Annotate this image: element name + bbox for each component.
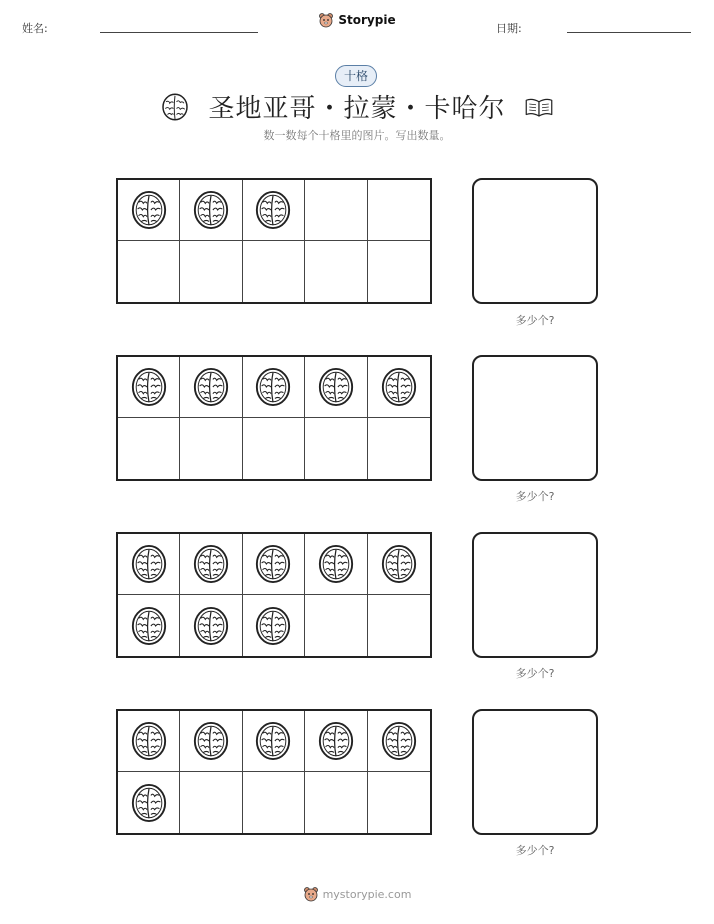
ten-frame-3 xyxy=(116,532,432,658)
frame-cell xyxy=(305,180,367,241)
frame-cell xyxy=(243,180,305,241)
frame-cell xyxy=(305,357,367,418)
frame-cell xyxy=(180,180,242,241)
brain-icon xyxy=(192,366,230,408)
brand-logo xyxy=(0,12,714,28)
frame-cell xyxy=(305,595,367,656)
brain-icon xyxy=(254,605,292,647)
question-label-1: 多少个? xyxy=(515,314,555,327)
open-book-icon xyxy=(524,95,554,119)
topic-badge: 十格 xyxy=(335,65,377,87)
brain-icon xyxy=(317,543,355,585)
frame-cell xyxy=(180,534,242,595)
brain-icon xyxy=(380,366,418,408)
frame-cell xyxy=(118,418,180,479)
frame-cell xyxy=(243,357,305,418)
frame-cell xyxy=(180,772,242,833)
brain-icon xyxy=(317,720,355,762)
frame-cell xyxy=(180,595,242,656)
ten-frame-4 xyxy=(116,709,432,835)
frame-cell xyxy=(368,241,430,302)
frame-cell xyxy=(368,534,430,595)
frame-cell xyxy=(243,595,305,656)
brain-icon xyxy=(160,92,190,122)
brain-icon xyxy=(380,720,418,762)
question-label-3: 多少个? xyxy=(515,667,555,680)
frame-cell xyxy=(368,711,430,772)
brain-icon xyxy=(130,782,168,824)
answer-box-3[interactable] xyxy=(472,532,598,658)
brain-icon xyxy=(130,720,168,762)
brain-icon xyxy=(130,543,168,585)
frame-cell xyxy=(180,241,242,302)
storypie-mascot-icon xyxy=(303,886,319,902)
answer-box-2[interactable] xyxy=(472,355,598,481)
frame-cell xyxy=(243,711,305,772)
frame-cell xyxy=(118,357,180,418)
frame-cell xyxy=(243,241,305,302)
brand-name: Storypie xyxy=(338,13,396,27)
footer-url: mystorypie.com xyxy=(322,887,412,901)
ten-frame-1 xyxy=(116,178,432,304)
frame-cell xyxy=(118,180,180,241)
instructions: 数一数每个十格里的图片。写出数量。 xyxy=(263,129,451,142)
frame-cell xyxy=(368,772,430,833)
frame-cell xyxy=(368,595,430,656)
frame-cell xyxy=(305,711,367,772)
brain-icon xyxy=(192,605,230,647)
frame-cell xyxy=(305,772,367,833)
frame-cell xyxy=(118,241,180,302)
frame-cell xyxy=(243,534,305,595)
brain-icon xyxy=(254,720,292,762)
date-label: 日期: xyxy=(496,22,522,35)
brain-icon xyxy=(254,366,292,408)
brain-icon xyxy=(192,543,230,585)
frame-cell xyxy=(118,772,180,833)
frame-cell xyxy=(368,357,430,418)
frame-cell xyxy=(118,711,180,772)
ten-frame-2 xyxy=(116,355,432,481)
frame-cell xyxy=(368,180,430,241)
frame-cell xyxy=(243,772,305,833)
brain-icon xyxy=(130,189,168,231)
question-label-4: 多少个? xyxy=(515,844,555,857)
answer-box-4[interactable] xyxy=(472,709,598,835)
frame-cell xyxy=(305,418,367,479)
brain-icon xyxy=(192,720,230,762)
brain-icon xyxy=(130,605,168,647)
frame-cell xyxy=(305,534,367,595)
answer-box-1[interactable] xyxy=(472,178,598,304)
name-line[interactable] xyxy=(100,32,258,33)
frame-cell xyxy=(118,534,180,595)
frame-cell xyxy=(180,711,242,772)
brain-icon xyxy=(192,189,230,231)
question-label-2: 多少个? xyxy=(515,490,555,503)
page-title: 圣地亚哥・拉蒙・卡哈尔 xyxy=(208,94,506,124)
frame-cell xyxy=(305,241,367,302)
name-label: 姓名: xyxy=(22,22,48,35)
brain-icon xyxy=(130,366,168,408)
brain-icon xyxy=(254,543,292,585)
frame-cell xyxy=(118,595,180,656)
frame-cell xyxy=(180,357,242,418)
frame-cell xyxy=(368,418,430,479)
date-line[interactable] xyxy=(567,32,691,33)
footer xyxy=(0,886,714,902)
brain-icon xyxy=(380,543,418,585)
brain-icon xyxy=(254,189,292,231)
title-row xyxy=(0,88,714,125)
frame-cell xyxy=(243,418,305,479)
storypie-mascot-icon xyxy=(318,12,334,28)
frame-cell xyxy=(180,418,242,479)
brain-icon xyxy=(317,366,355,408)
